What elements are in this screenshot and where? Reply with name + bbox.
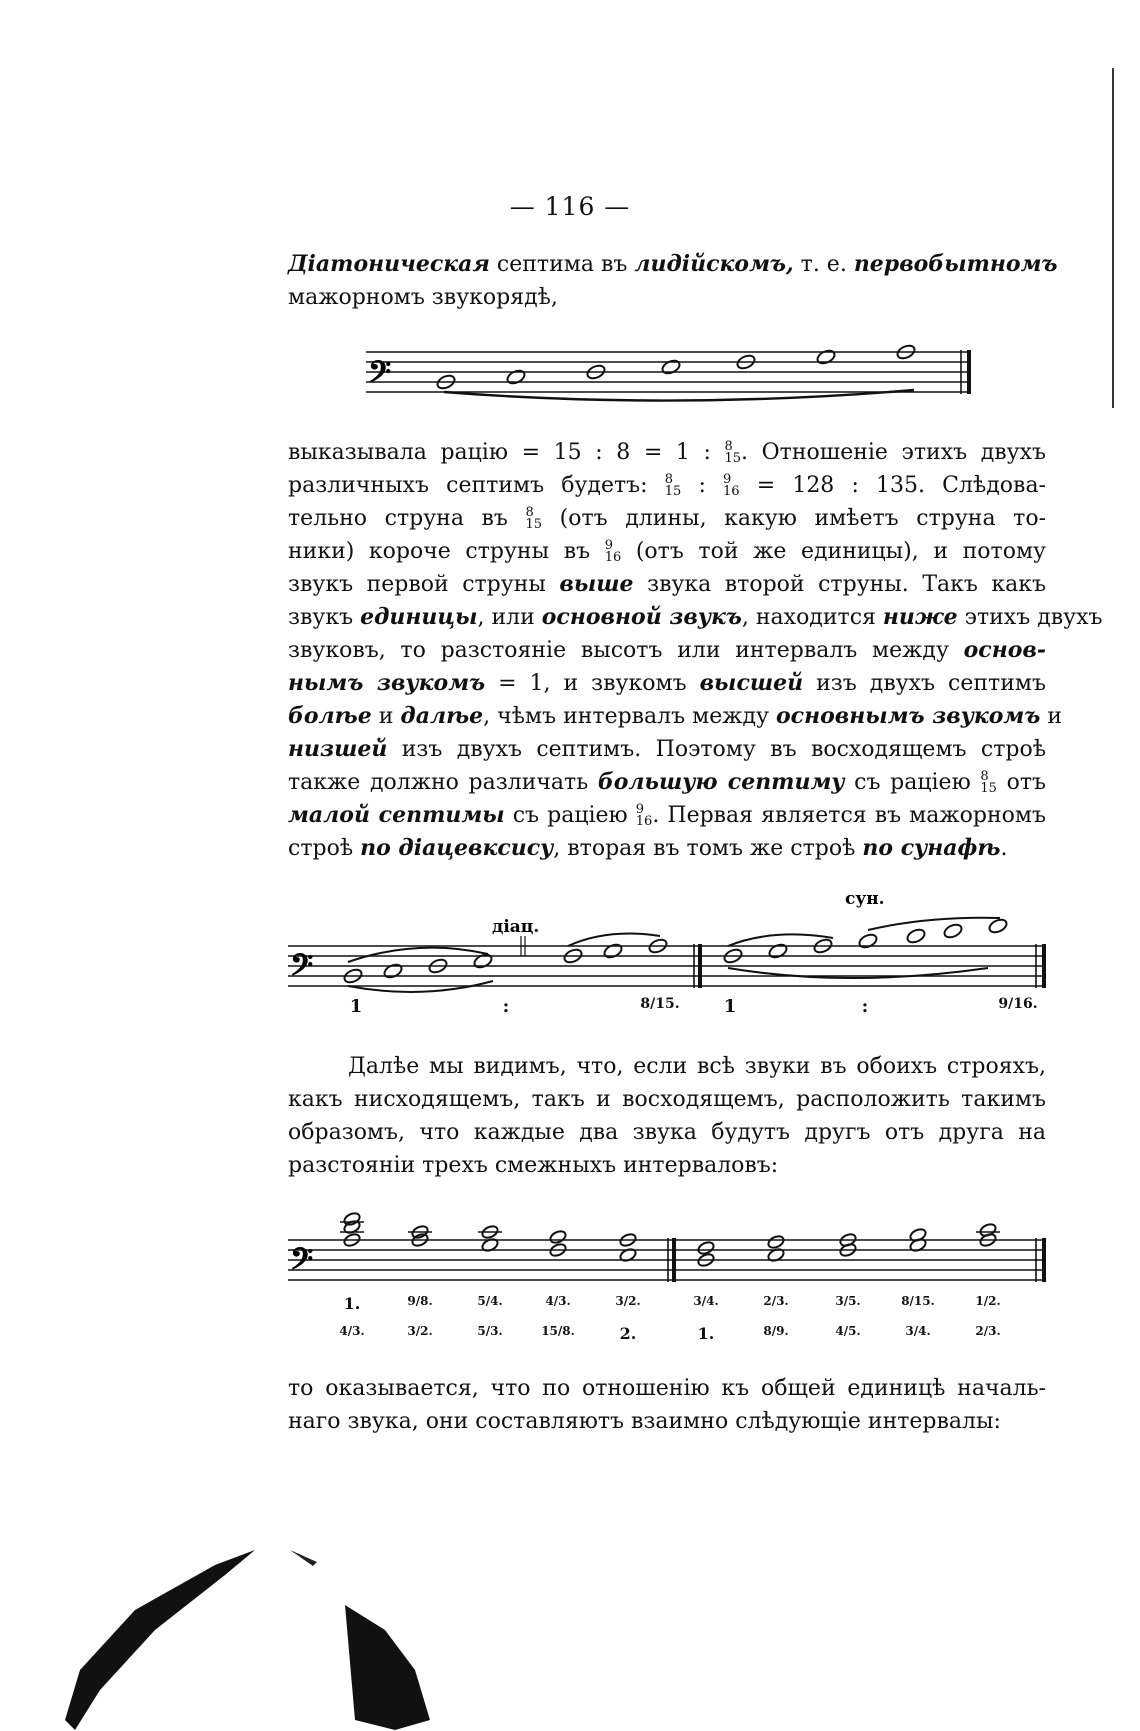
ratio-value: 3/2. bbox=[615, 1294, 641, 1308]
ratio-row-1 bbox=[288, 1294, 1048, 1320]
paragraph-3-line-1: Далѣе мы видимъ, что, если всѣ звуки въ обоихъ строяхъ, bbox=[348, 1054, 1046, 1079]
ratio-value: 8/15. bbox=[640, 996, 680, 1012]
paragraph-2-line-1: выказывала рацію = 15 : 8 = 1 : 8 15 . Отношеніе этихъ двухъ bbox=[288, 439, 1046, 466]
paragraph-2-line-9: болѣе и далѣе, чѣмъ интервалъ между основнымъ звукомъ и bbox=[288, 703, 1062, 729]
ratio-value: 4/3. bbox=[545, 1294, 571, 1308]
paragraph-2-line-10: низшей изъ двухъ септимъ. Поэтому въ восходящемъ строѣ bbox=[288, 736, 1046, 762]
paragraph-1-line-2: мажорномъ звукорядѣ, bbox=[288, 285, 558, 310]
ratio-row-staff-2 bbox=[288, 996, 1048, 1020]
ratio-row-2 bbox=[288, 1324, 1048, 1350]
bass-clef-icon: 𝄢 bbox=[290, 948, 314, 990]
paragraph-2-line-3: тельно струна въ 8 15 (отъ длины, какую имѣетъ струна то- bbox=[288, 505, 1046, 532]
paragraph-2 bbox=[288, 436, 1103, 865]
ratio-value: 15/8. bbox=[541, 1324, 575, 1338]
paragraph-3-line-4: разстояніи трехъ смежныхъ интерваловъ: bbox=[288, 1153, 779, 1178]
ratio-value: 1. bbox=[343, 1294, 361, 1313]
ratio-value: 5/4. bbox=[477, 1294, 503, 1308]
paragraph-2-line-8: нымъ звукомъ = 1, и звукомъ высшей изъ двухъ септимъ bbox=[288, 670, 1046, 696]
paragraph-1-line-1 bbox=[288, 248, 1058, 281]
ratio-value: 1/2. bbox=[975, 1294, 1001, 1308]
paragraph-2-line-6: звукъ единицы, или основной звукъ, находится ниже этихъ двухъ bbox=[288, 604, 1103, 630]
margin-rule bbox=[1112, 68, 1114, 408]
ratio-value: : bbox=[502, 996, 510, 1017]
music-staff-3 bbox=[288, 1210, 1048, 1290]
bass-clef-icon: 𝄢 bbox=[368, 355, 392, 397]
ratio-value: 1 bbox=[723, 996, 737, 1017]
paragraph-1 bbox=[288, 248, 1058, 314]
ratio-value: 4/5. bbox=[835, 1324, 861, 1338]
paragraph-2-line-7: звуковъ, то разстояніе высотъ или интервалъ между основ- bbox=[288, 637, 1046, 663]
ratio-value: 3/4. bbox=[905, 1324, 931, 1338]
paragraph-2-line-4: ники) короче струны въ 9 16 (отъ той же единицы), и потому bbox=[288, 538, 1046, 565]
term-diatonic: Діатоническая bbox=[288, 251, 490, 277]
paragraph-2-line-11: также должно различать большую септиму съ раціею 8 15 отъ bbox=[288, 769, 1046, 796]
paragraph-3-line-3: образомъ, что каждые два звука будутъ другъ отъ друга на bbox=[288, 1120, 1046, 1145]
ratio-value: 3/2. bbox=[407, 1324, 433, 1338]
paragraph-2-line-5: звукъ первой струны выше звука второй струны. Такъ какъ bbox=[288, 571, 1047, 597]
page-number: — 116 — bbox=[509, 192, 631, 221]
paragraph-2-line-2: различныхъ септимъ будетъ: 8 15 : 9 16 = 128 : 135. Слѣдова- bbox=[288, 472, 1046, 499]
ratio-value: 9/16. bbox=[998, 996, 1038, 1012]
ratio-value: 5/3. bbox=[477, 1324, 503, 1338]
ratio-value: 2/3. bbox=[975, 1324, 1001, 1338]
ratio-value: 8/9. bbox=[763, 1324, 789, 1338]
music-staff-1 bbox=[366, 340, 976, 410]
ratio-value: 2/3. bbox=[763, 1294, 789, 1308]
paragraph-2-line-12: малой септимы съ раціею 9 16 . Первая является въ мажорномъ bbox=[288, 802, 1046, 829]
ratio-value: : bbox=[861, 996, 869, 1017]
paragraph-4-line-2: наго звука, они составляютъ взаимно слѣдующіе интервалы: bbox=[288, 1409, 1001, 1434]
ratio-value: 2. bbox=[619, 1324, 637, 1343]
paragraph-3-line-2: какъ нисходящемъ, такъ и восходящемъ, расположить такимъ bbox=[288, 1087, 1046, 1112]
fraction: 8 15 bbox=[724, 439, 742, 466]
paragraph-4-line-1: то оказывается, что по отношенію къ общей единицѣ началь- bbox=[288, 1376, 1046, 1401]
paragraph-4 bbox=[288, 1372, 1046, 1438]
ratio-value: 9/8. bbox=[407, 1294, 433, 1308]
text-seg: септима въ bbox=[489, 252, 635, 277]
ratio-value: 8/15. bbox=[901, 1294, 935, 1308]
ratio-rows-staff-3 bbox=[288, 1294, 1048, 1354]
scan-artifact-shadow bbox=[55, 1520, 435, 1730]
term-lydian: лидійскомъ, bbox=[634, 251, 794, 277]
term-primitive: первобытномъ bbox=[853, 251, 1058, 277]
ratio-value: 3/5. bbox=[835, 1294, 861, 1308]
paragraph-2-line-13: строѣ по діацевксису, вторая въ томъ же строѣ по сунафѣ. bbox=[288, 835, 1008, 861]
paragraph-3 bbox=[288, 1050, 1046, 1182]
label-diaz: діац. bbox=[492, 917, 540, 937]
ratio-value: 3/4. bbox=[693, 1294, 719, 1308]
ratio-value: 4/3. bbox=[339, 1324, 365, 1338]
ratio-value: 1 bbox=[349, 996, 363, 1017]
text-seg: т. е. bbox=[793, 252, 854, 277]
bass-clef-icon: 𝄢 bbox=[290, 1242, 314, 1284]
ratio-value: 1. bbox=[697, 1324, 715, 1343]
label-syn: сун. bbox=[845, 889, 885, 909]
